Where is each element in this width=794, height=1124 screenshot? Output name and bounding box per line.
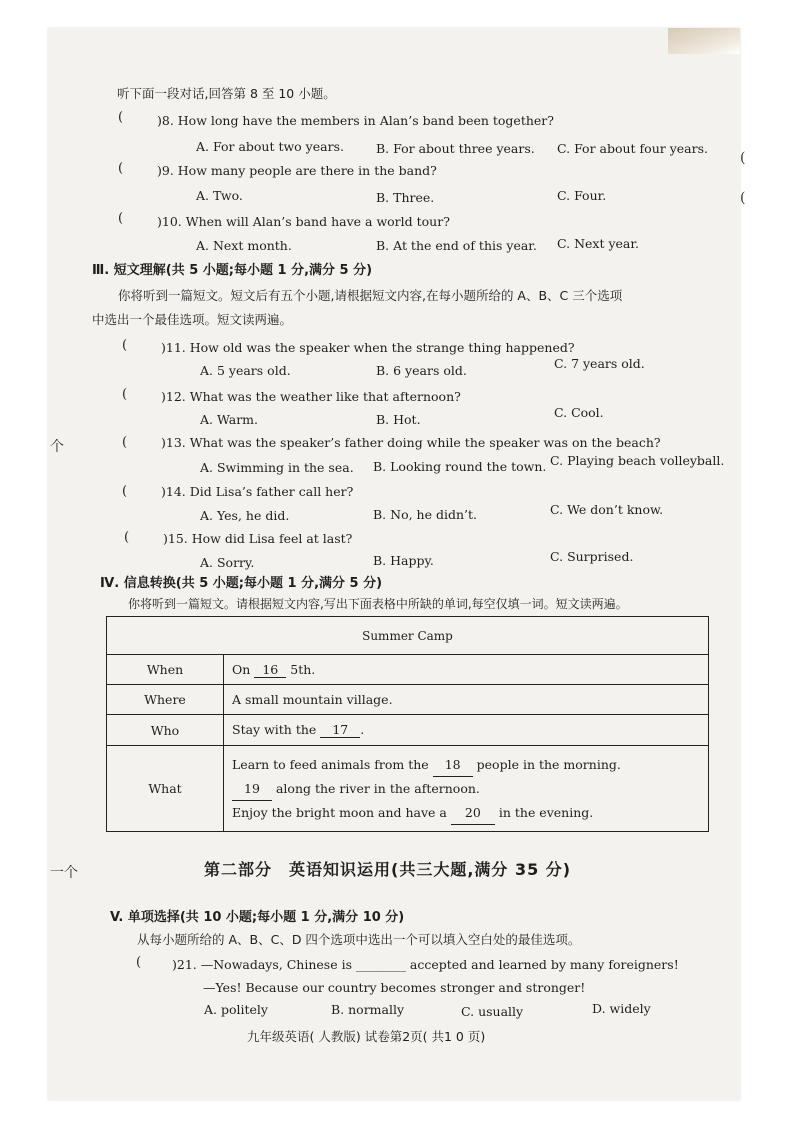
- answer-paren-13[interactable]: (: [122, 435, 128, 450]
- blank-20[interactable]: 20: [451, 801, 495, 825]
- section-3-instruction-2: 中选出一个最佳选项。短文读两遍。: [92, 312, 293, 327]
- q13-option-b[interactable]: B. Looking round the town.: [373, 459, 547, 474]
- q14-option-b[interactable]: B. No, he didn’t.: [373, 507, 477, 522]
- answer-paren-10[interactable]: (: [118, 211, 124, 226]
- where-text: A small mountain village.: [224, 685, 709, 715]
- q21-option-a[interactable]: A. politely: [204, 1002, 268, 1017]
- page-footer: 九年级英语( 人教版) 试卷第2页( 共1 0 页): [247, 1029, 486, 1044]
- answer-paren-21[interactable]: (: [136, 955, 142, 970]
- q9-option-b[interactable]: B. Three.: [376, 190, 435, 205]
- what-line-2-suffix: along the river in the afternoon.: [275, 780, 480, 796]
- q15-option-c[interactable]: C. Surprised.: [550, 549, 634, 564]
- question-14: )14. Did Lisa’s father call her?: [161, 484, 354, 499]
- blank-18[interactable]: 18: [433, 753, 473, 777]
- row-when: [224, 655, 709, 685]
- question-10: )10. When will Alan’s band have a world tour?: [157, 214, 450, 229]
- q11-option-c[interactable]: C. 7 years old.: [554, 356, 645, 371]
- question-21: )21. —Nowadays, Chinese is ________ accepted and learned by many foreigners!: [172, 957, 679, 972]
- q15-option-b[interactable]: B. Happy.: [373, 553, 434, 568]
- answer-paren-11[interactable]: (: [122, 338, 128, 353]
- page-corner-fold: [668, 28, 740, 54]
- q10-option-b[interactable]: B. At the end of this year.: [376, 238, 537, 253]
- part-2-title: 第二部分 英语知识运用(共三大题,满分 35 分): [204, 860, 572, 879]
- row-what: [224, 746, 709, 832]
- blank-16[interactable]: 16: [254, 662, 286, 678]
- blank-19[interactable]: 19: [232, 777, 272, 801]
- what-line-1-suffix: people in the morning.: [476, 756, 621, 772]
- answer-paren-15[interactable]: (: [124, 530, 130, 545]
- row-label-who: Who: [107, 715, 224, 746]
- what-line-3-prefix: Enjoy the bright moon and have a: [232, 804, 447, 820]
- question-8: )8. How long have the members in Alan’s band been together?: [157, 113, 554, 128]
- q11-option-b[interactable]: B. 6 years old.: [376, 363, 467, 378]
- q21-option-c[interactable]: C. usually: [461, 1004, 524, 1019]
- row-who: [224, 715, 709, 746]
- what-line-3-suffix: in the evening.: [498, 804, 594, 820]
- question-9: )9. How many people are there in the band?: [157, 163, 437, 178]
- q11-option-a[interactable]: A. 5 years old.: [200, 363, 291, 378]
- q10-option-c[interactable]: C. Next year.: [557, 236, 639, 251]
- section-3-instruction-1: 你将听到一篇短文。短文后有五个小题,请根据短文内容,在每小题所给的 A、B、C 三个选项: [118, 288, 623, 303]
- q12-option-c[interactable]: C. Cool.: [554, 405, 604, 420]
- q13-option-a[interactable]: A. Swimming in the sea.: [200, 460, 354, 475]
- who-suffix: .: [360, 722, 365, 737]
- when-prefix: On: [232, 661, 251, 677]
- section-4-instruction: 你将听到一篇短文。请根据短文内容,写出下面表格中所缺的单词,每空仅填一词。短文读两遍。: [128, 597, 628, 611]
- what-line-1-prefix: Learn to feed animals from the: [232, 756, 429, 772]
- blank-17[interactable]: 17: [320, 722, 360, 738]
- when-suffix: 5th.: [290, 661, 316, 677]
- margin-mark-right-2: (: [740, 190, 746, 206]
- what-line-3: [232, 801, 700, 825]
- table-header: Summer Camp: [107, 617, 709, 655]
- q21-option-d[interactable]: D. widely: [592, 1001, 651, 1016]
- what-line-2: [232, 777, 700, 801]
- section-5-instruction: 从每小题所给的 A、B、C、D 四个选项中选出一个可以填入空白处的最佳选项。: [137, 932, 581, 947]
- answer-paren-12[interactable]: (: [122, 387, 128, 402]
- margin-mark-right-1: (: [740, 150, 746, 166]
- answer-paren-14[interactable]: (: [122, 484, 128, 499]
- what-line-1: [232, 753, 700, 777]
- q8-option-c[interactable]: C. For about four years.: [557, 141, 708, 156]
- q8-option-b[interactable]: B. For about three years.: [376, 141, 535, 156]
- q14-option-c[interactable]: C. We don’t know.: [550, 502, 664, 517]
- margin-mark-upper: 个: [50, 439, 64, 455]
- q12-option-a[interactable]: A. Warm.: [200, 412, 258, 427]
- section-5-title: V. 单项选择(共 10 小题;每小题 1 分,满分 10 分): [110, 910, 405, 925]
- answer-paren-9[interactable]: (: [118, 161, 124, 176]
- who-prefix: Stay with the: [232, 722, 317, 737]
- question-15: )15. How did Lisa feel at last?: [163, 531, 353, 546]
- question-21-reply: —Yes! Because our country becomes stronger and stronger!: [203, 980, 586, 995]
- question-12: )12. What was the weather like that afternoon?: [161, 389, 461, 404]
- row-label-where: Where: [107, 685, 224, 715]
- q9-option-c[interactable]: C. Four.: [557, 188, 607, 203]
- q12-option-b[interactable]: B. Hot.: [376, 412, 421, 427]
- answer-paren-8[interactable]: (: [118, 110, 124, 125]
- question-13: )13. What was the speaker’s father doing while the speaker was on the beach?: [161, 435, 661, 450]
- q10-option-a[interactable]: A. Next month.: [196, 238, 292, 253]
- margin-mark-lower: 一个: [50, 865, 78, 881]
- q9-option-a[interactable]: A. Two.: [196, 188, 243, 203]
- question-11: )11. How old was the speaker when the strange thing happened?: [161, 340, 575, 355]
- row-label-what: What: [107, 746, 224, 832]
- section-4-title: Ⅳ. 信息转换(共 5 小题;每小题 1 分,满分 5 分): [100, 576, 383, 591]
- q14-option-a[interactable]: A. Yes, he did.: [200, 508, 290, 523]
- summer-camp-table: [106, 616, 709, 832]
- q13-option-c[interactable]: C. Playing beach volleyball.: [550, 453, 725, 468]
- q8-option-a[interactable]: A. For about two years.: [196, 139, 344, 154]
- q15-option-a[interactable]: A. Sorry.: [200, 555, 255, 570]
- dialogue-intro: 听下面一段对话,回答第 8 至 10 小题。: [117, 86, 336, 101]
- q21-option-b[interactable]: B. normally: [331, 1002, 405, 1017]
- section-3-title: Ⅲ. 短文理解(共 5 小题;每小题 1 分,满分 5 分): [92, 263, 373, 278]
- row-label-when: When: [107, 655, 224, 685]
